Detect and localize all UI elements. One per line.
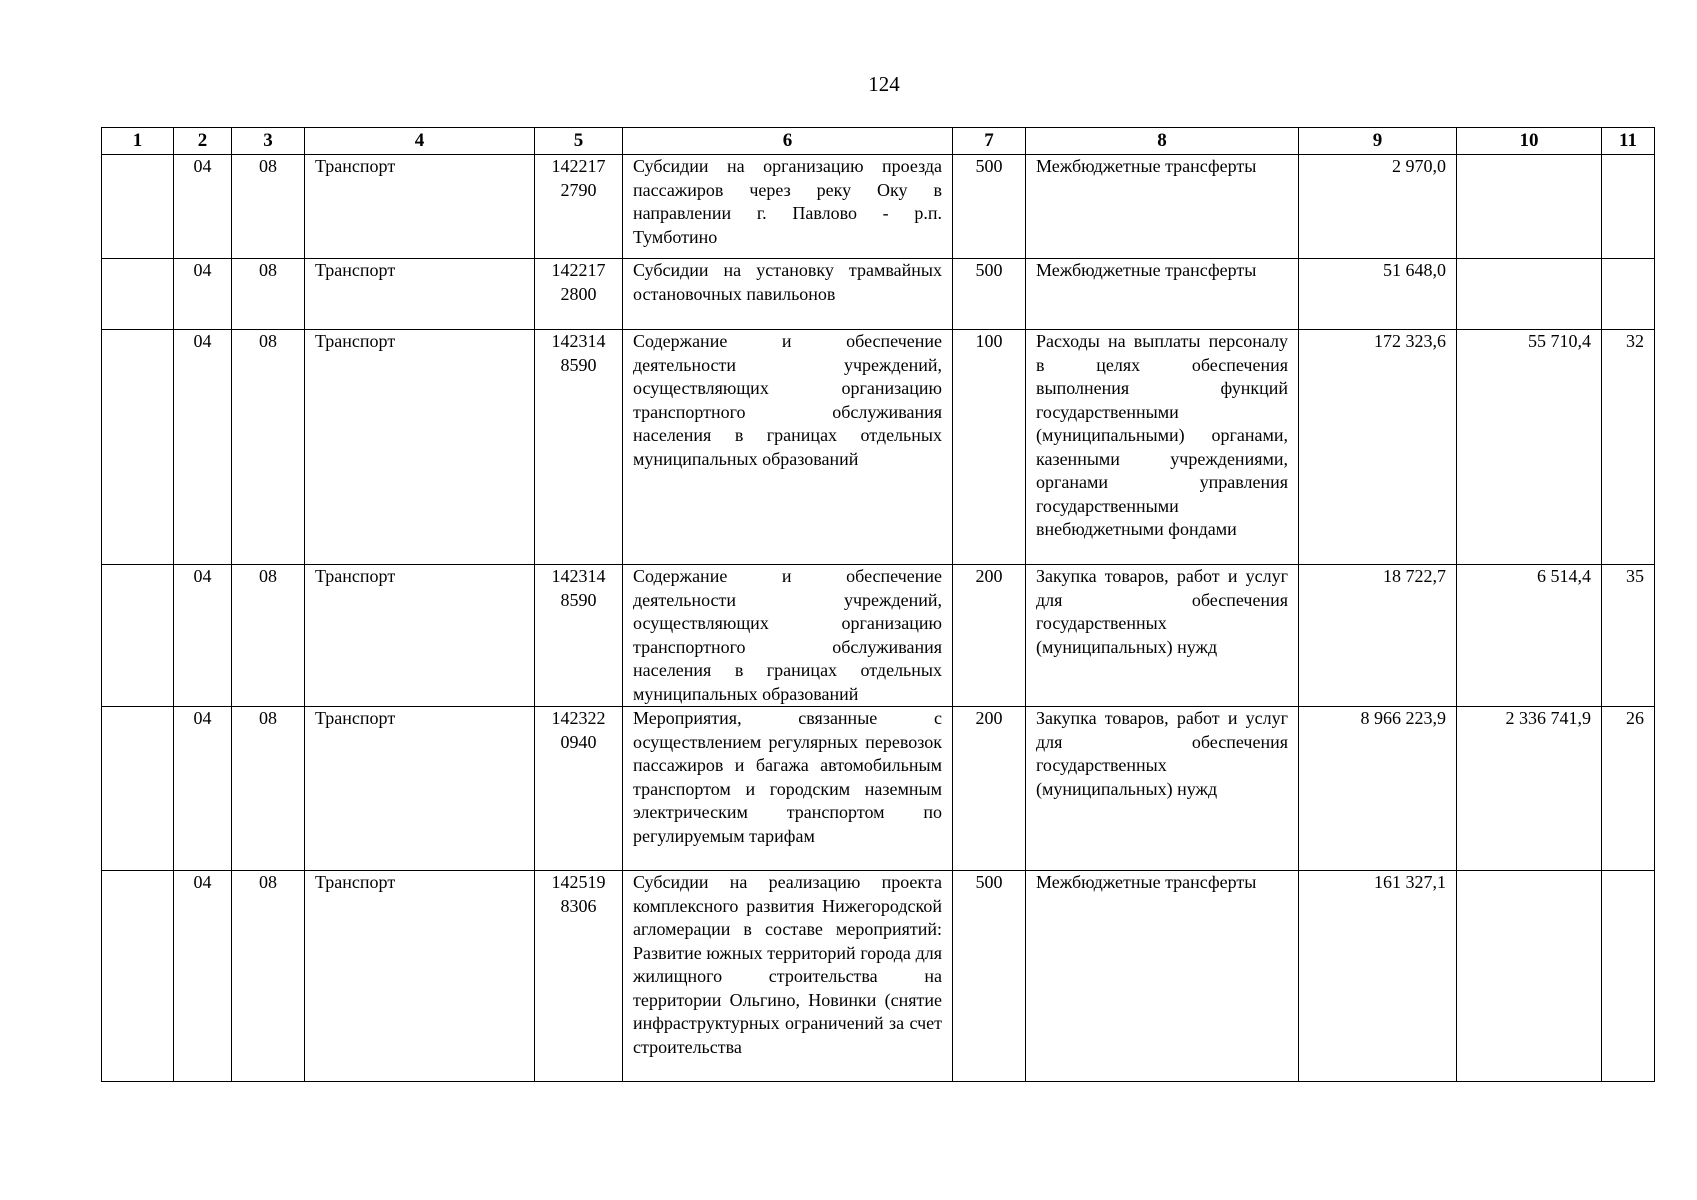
- cell-col1: [102, 871, 174, 1082]
- column-header: 9: [1299, 128, 1457, 155]
- cell-amount: 8 966 223,9: [1299, 707, 1457, 871]
- cell-executed: 2 336 741,9: [1457, 707, 1602, 871]
- cell-subsection: 08: [232, 707, 305, 871]
- cell-section: 04: [174, 259, 232, 330]
- cell-subsection: 08: [232, 259, 305, 330]
- column-header: 4: [305, 128, 535, 155]
- column-header: 7: [953, 128, 1026, 155]
- cell-percent: 35: [1602, 565, 1655, 707]
- cell-section: 04: [174, 330, 232, 565]
- cell-section: 04: [174, 707, 232, 871]
- cell-section-name: Транспорт: [305, 707, 535, 871]
- table-row: [102, 259, 1655, 330]
- cell-target-code: 142314 8590: [535, 330, 623, 565]
- table-row: [102, 330, 1655, 565]
- cell-description: Содержание и обеспечение деятельности учреждений, осуществляющих организацию транспортного обслуживания населения в границах отдельных муниципальных образований: [623, 565, 953, 707]
- column-header: 3: [232, 128, 305, 155]
- cell-expense-type: 100: [953, 330, 1026, 565]
- cell-expense-type-name: Межбюджетные трансферты: [1026, 155, 1299, 259]
- cell-description: Субсидии на организацию проезда пассажиров через реку Оку в направлении г. Павлово - р.п. Тумботино: [623, 155, 953, 259]
- cell-expense-type-name: Межбюджетные трансферты: [1026, 871, 1299, 1082]
- cell-percent: [1602, 871, 1655, 1082]
- table-row: [102, 707, 1655, 871]
- budget-table: [101, 127, 1655, 1082]
- cell-expense-type-name: Закупка товаров, работ и услуг для обеспечения государственных (муниципальных) нужд: [1026, 707, 1299, 871]
- column-header: 10: [1457, 128, 1602, 155]
- cell-section: 04: [174, 565, 232, 707]
- cell-expense-type: 500: [953, 155, 1026, 259]
- cell-description: Субсидии на установку трамвайных остановочных павильонов: [623, 259, 953, 330]
- cell-col1: [102, 259, 174, 330]
- column-header: 2: [174, 128, 232, 155]
- cell-subsection: 08: [232, 871, 305, 1082]
- cell-target-code: 142314 8590: [535, 565, 623, 707]
- cell-subsection: 08: [232, 565, 305, 707]
- cell-section-name: Транспорт: [305, 330, 535, 565]
- cell-expense-type-name: Закупка товаров, работ и услуг для обеспечения государственных (муниципальных) нужд: [1026, 565, 1299, 707]
- cell-description: Субсидии на реализацию проекта комплексного развития Нижегородской агломерации в составе мероприятий: Развитие южных территорий города для жилищного строительства на территории Ольгино, Новинки (снятие инфраструктурных ограничений за счет строительства: [623, 871, 953, 1082]
- cell-percent: 26: [1602, 707, 1655, 871]
- cell-section-name: Транспорт: [305, 565, 535, 707]
- table-row: [102, 565, 1655, 707]
- cell-col1: [102, 565, 174, 707]
- cell-executed: [1457, 155, 1602, 259]
- cell-executed: [1457, 259, 1602, 330]
- column-header: 11: [1602, 128, 1655, 155]
- cell-percent: [1602, 259, 1655, 330]
- cell-expense-type: 500: [953, 259, 1026, 330]
- cell-amount: 2 970,0: [1299, 155, 1457, 259]
- cell-amount: 161 327,1: [1299, 871, 1457, 1082]
- column-header: 6: [623, 128, 953, 155]
- cell-section: 04: [174, 155, 232, 259]
- cell-col1: [102, 155, 174, 259]
- cell-target-code: 142519 8306: [535, 871, 623, 1082]
- cell-section-name: Транспорт: [305, 871, 535, 1082]
- cell-col1: [102, 330, 174, 565]
- cell-expense-type: 200: [953, 565, 1026, 707]
- cell-section: 04: [174, 871, 232, 1082]
- cell-amount: 51 648,0: [1299, 259, 1457, 330]
- cell-amount: 18 722,7: [1299, 565, 1457, 707]
- cell-executed: [1457, 871, 1602, 1082]
- cell-subsection: 08: [232, 330, 305, 565]
- cell-expense-type-name: Расходы на выплаты персоналу в целях обеспечения выполнения функций государственными (муниципальными) органами, казенными учреждениями, органами управления государственными внебюджетными фондами: [1026, 330, 1299, 565]
- cell-percent: [1602, 155, 1655, 259]
- column-header: 5: [535, 128, 623, 155]
- cell-executed: 55 710,4: [1457, 330, 1602, 565]
- cell-description: Мероприятия, связанные с осуществлением регулярных перевозок пассажиров и багажа автомобильным транспортом и городским наземным электрическим транспортом по регулируемым тарифам: [623, 707, 953, 871]
- cell-section-name: Транспорт: [305, 259, 535, 330]
- cell-col1: [102, 707, 174, 871]
- cell-expense-type: 500: [953, 871, 1026, 1082]
- column-number-header-row: [102, 128, 1655, 155]
- column-header: 1: [102, 128, 174, 155]
- cell-percent: 32: [1602, 330, 1655, 565]
- table-row: [102, 155, 1655, 259]
- page-number: 124: [868, 72, 900, 96]
- column-header: 8: [1026, 128, 1299, 155]
- cell-description: Содержание и обеспечение деятельности учреждений, осуществляющих организацию транспортного обслуживания населения в границах отдельных муниципальных образований: [623, 330, 953, 565]
- cell-expense-type-name: Межбюджетные трансферты: [1026, 259, 1299, 330]
- cell-section-name: Транспорт: [305, 155, 535, 259]
- cell-amount: 172 323,6: [1299, 330, 1457, 565]
- cell-subsection: 08: [232, 155, 305, 259]
- cell-target-code: 142322 0940: [535, 707, 623, 871]
- cell-target-code: 142217 2790: [535, 155, 623, 259]
- cell-expense-type: 200: [953, 707, 1026, 871]
- cell-executed: 6 514,4: [1457, 565, 1602, 707]
- cell-target-code: 142217 2800: [535, 259, 623, 330]
- table-row: [102, 871, 1655, 1082]
